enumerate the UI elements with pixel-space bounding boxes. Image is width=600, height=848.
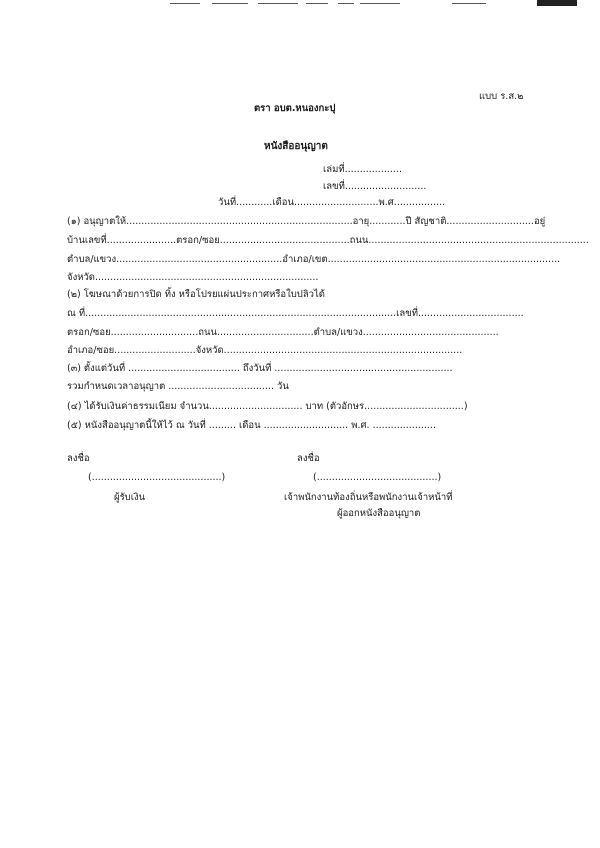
form-code: แบบ ร.ส.๒ — [479, 91, 524, 102]
scan-mark — [306, 3, 328, 4]
signature-label-left: ลงชื่อ — [67, 453, 90, 464]
signature-role-right: เจ้าพนักงานท้องถิ่นหรือพนักงานเจ้าหน้าที่ — [284, 492, 453, 503]
book-number-field: เล่มที่................... — [323, 164, 402, 175]
section5-line1: (๕) หนังสืออนุญาตนี้ให้ไว้ ณ วันที่ ......... เดือน ............................ พ.ศ. ..................... — [67, 420, 436, 431]
section1-line1: (๑) อนุญาตให้...........................................................................อายุ............ปี สัญชาติ.............................อยู่ — [67, 216, 546, 227]
section4-line1: (๔) ได้รับเงินค่าธรรมเนียม จำนวน............................... บาท (ตัวอักษร.................................) — [67, 401, 468, 412]
page-title: หนังสืออนุญาต — [264, 141, 328, 152]
scan-mark — [452, 3, 486, 4]
signature-name-left: (...........................................) — [88, 472, 226, 483]
scan-mark — [170, 3, 200, 4]
scan-mark — [338, 3, 354, 4]
agency-name: ตรา อบต.หนองกะปุ — [254, 103, 336, 114]
section1-line4: จังหวัด.......................................................................... — [67, 272, 319, 283]
section2-line2: ณ ที่.......................................................................................................เลขที่................................... — [67, 308, 524, 319]
document-number-field: เลขที่........................... — [323, 181, 427, 192]
scan-mark — [360, 3, 400, 4]
signature-name-right: (........................................) — [313, 472, 442, 483]
section2-line1: (๒) โฆษณาด้วยการปิด ทิ้ง หรือโปรยแผ่นประกาศหรือใบปลิวได้ — [67, 289, 325, 300]
scan-mark — [212, 3, 248, 4]
section1-line3: ตำบล/แขวง.......................................................อำเภอ/เขต............................................................................. — [67, 254, 561, 265]
section2-line4: อำเภอ/ซอย...........................จังหวัด............................................................................... — [67, 345, 463, 356]
section2-line3: ตรอก/ซอย.............................ถนน................................ตำบล/แขวง............................................. — [67, 327, 499, 338]
signature-role-left: ผู้รับเงิน — [114, 492, 146, 503]
scan-mark — [537, 0, 577, 6]
signature-label-right: ลงชื่อ — [297, 453, 320, 464]
scan-mark — [258, 3, 298, 4]
section3-line2: รวมกำหนดเวลาอนุญาต ................................... วัน — [67, 381, 289, 392]
section1-line2: บ้านเลขที่.......................ตรอก/ซอย...........................................ถนน......................................................................... — [67, 235, 589, 246]
issue-date-field: วันที่............เดือน............................พ.ศ................. — [218, 197, 446, 208]
signature-role-right-2: ผู้ออกหนังสืออนุญาต — [337, 508, 421, 519]
section3-line1: (๓) ตั้งแต่วันที่ ..................................... ถึงวันที่ ........................................................... — [67, 363, 453, 374]
